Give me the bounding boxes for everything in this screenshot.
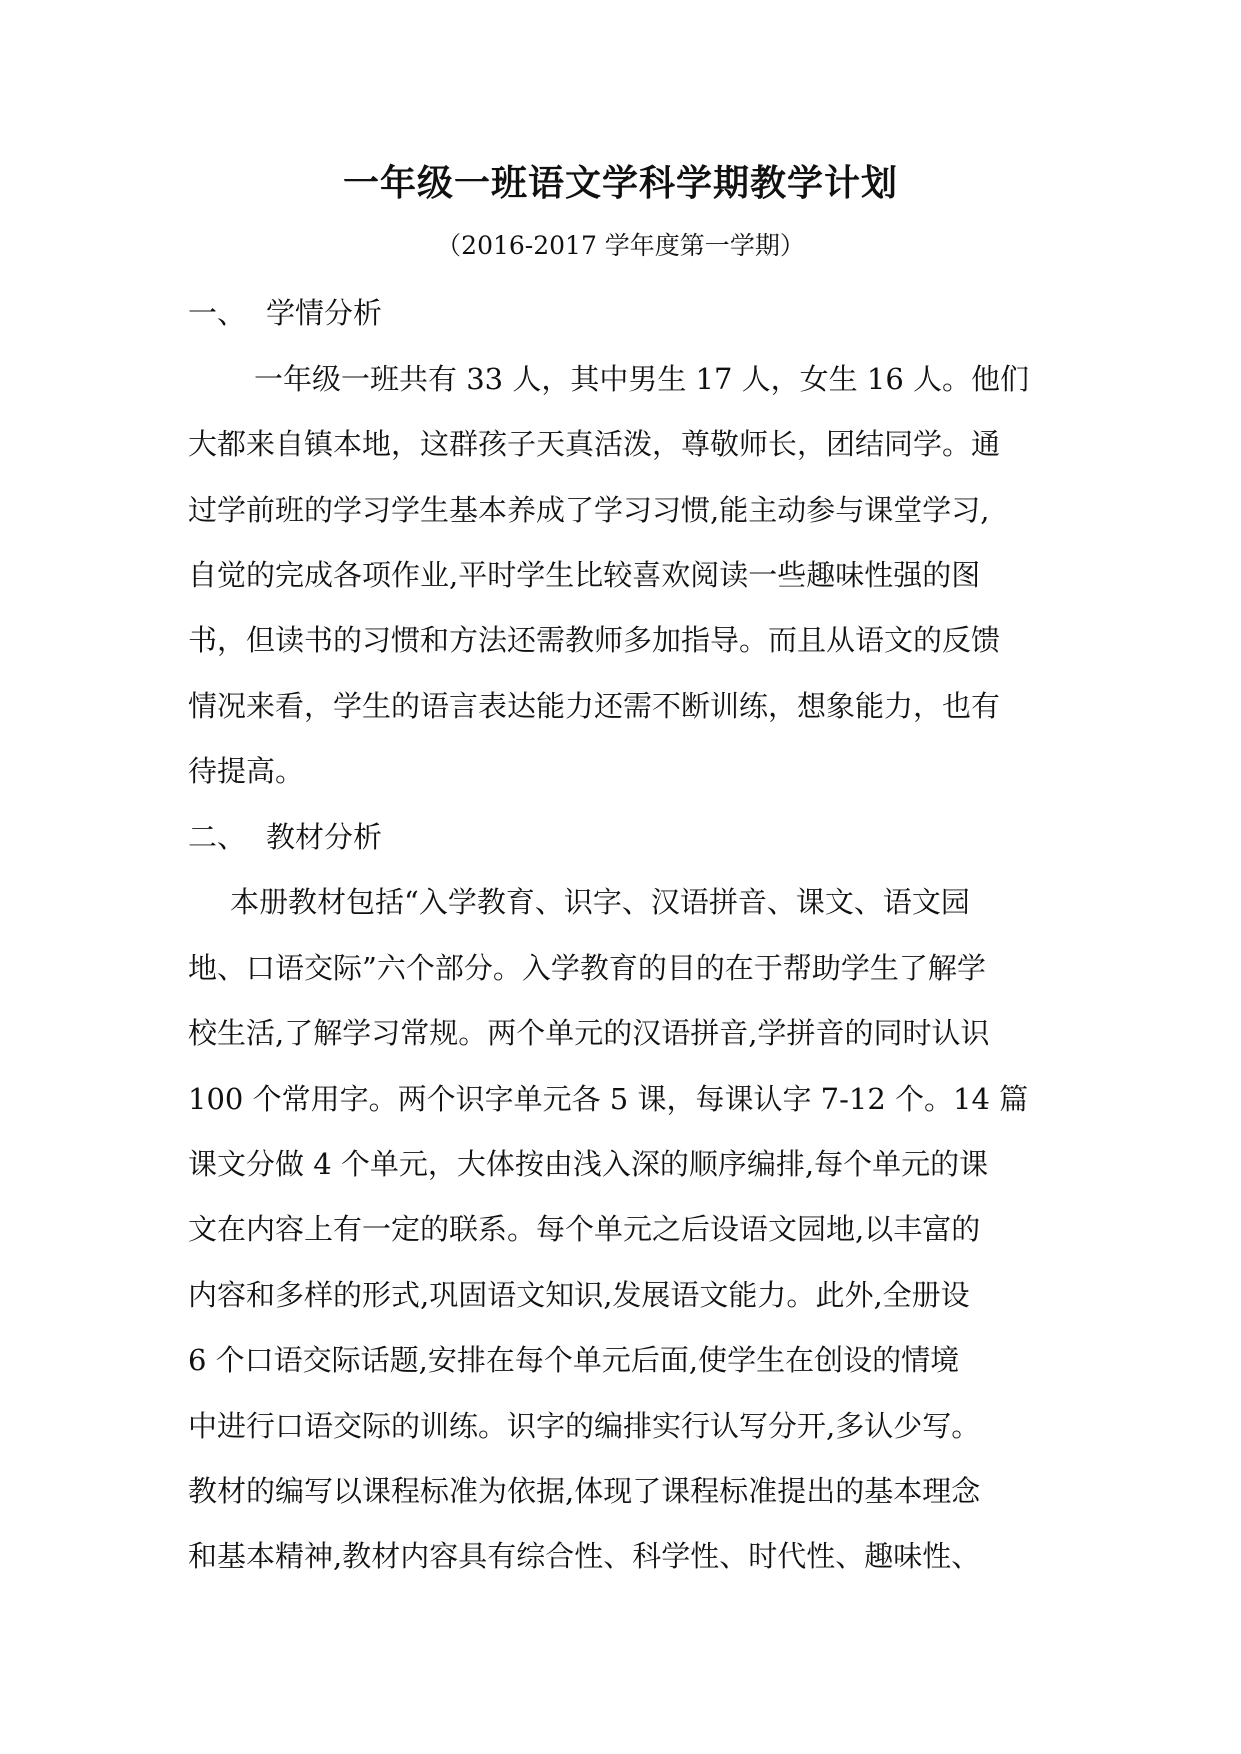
- section-heading-1: [188, 289, 382, 337]
- paragraph-line: 自觉的完成各项作业,平时学生比较喜欢阅读一些趣味性强的图: [188, 558, 981, 592]
- section-number: 二、: [188, 820, 247, 854]
- paragraph-line: 100 个常用字。两个识字单元各 5 课，每课认字 7-12 个。14 篇: [188, 1082, 1029, 1116]
- paragraph-line: 内容和多样的形式,巩固语文知识,发展语文能力。此外,全册设: [188, 1278, 970, 1312]
- section-number: 一、: [188, 296, 247, 330]
- paragraph-line: 和基本精神,教材内容具有综合性、科学性、时代性、趣味性、: [188, 1539, 981, 1573]
- section-title: 学情分析: [266, 296, 383, 330]
- paragraph-line: 情况来看，学生的语言表达能力还需不断训练，想象能力，也有: [188, 689, 1001, 723]
- document-title: 一年级一班语文学科学期教学计划: [342, 162, 898, 204]
- paragraph-line: 书，但读书的习惯和方法还需教师多加指导。而且从语文的反馈: [188, 623, 1001, 657]
- paragraph-line: 过学前班的学习学生基本养成了学习习惯,能主动参与课堂学习,: [188, 493, 990, 527]
- paragraph-line: 校生活,了解学习常规。两个单元的汉语拼音,学拼音的同时认识: [188, 1016, 990, 1050]
- paragraph-line: 教材的编写以课程标准为依据,体现了课程标准提出的基本理念: [188, 1474, 981, 1508]
- paragraph-line: 文在内容上有一定的联系。每个单元之后设语文园地,以丰富的: [188, 1212, 981, 1246]
- document-subtitle: （2016-2017 学年度第一学期）: [436, 231, 805, 260]
- paragraph-line: 中进行口语交际的训练。识字的编排实行认写分开,多认少写。: [188, 1409, 981, 1443]
- paragraph-line: 6 个口语交际话题,安排在每个单元后面,使学生在创设的情境: [188, 1343, 960, 1377]
- paragraph-line: 一年级一班共有 33 人，其中男生 17 人，女生 16 人。他们: [254, 362, 1030, 396]
- paragraph-line: 地、口语交际”六个部分。入学教育的目的在于帮助学生了解学: [188, 951, 986, 985]
- section-title: 教材分析: [266, 820, 383, 854]
- paragraph-line: 待提高。: [188, 754, 305, 788]
- section-heading-2: [188, 813, 382, 861]
- paragraph-line: 本册教材包括“入学教育、识字、汉语拼音、课文、语文园: [230, 885, 970, 919]
- paragraph-line: 大都来自镇本地，这群孩子天真活泼，尊敬师长，团结同学。通: [188, 427, 1001, 461]
- paragraph-line: 课文分做 4 个单元，大体按由浅入深的顺序编排,每个单元的课: [188, 1147, 989, 1181]
